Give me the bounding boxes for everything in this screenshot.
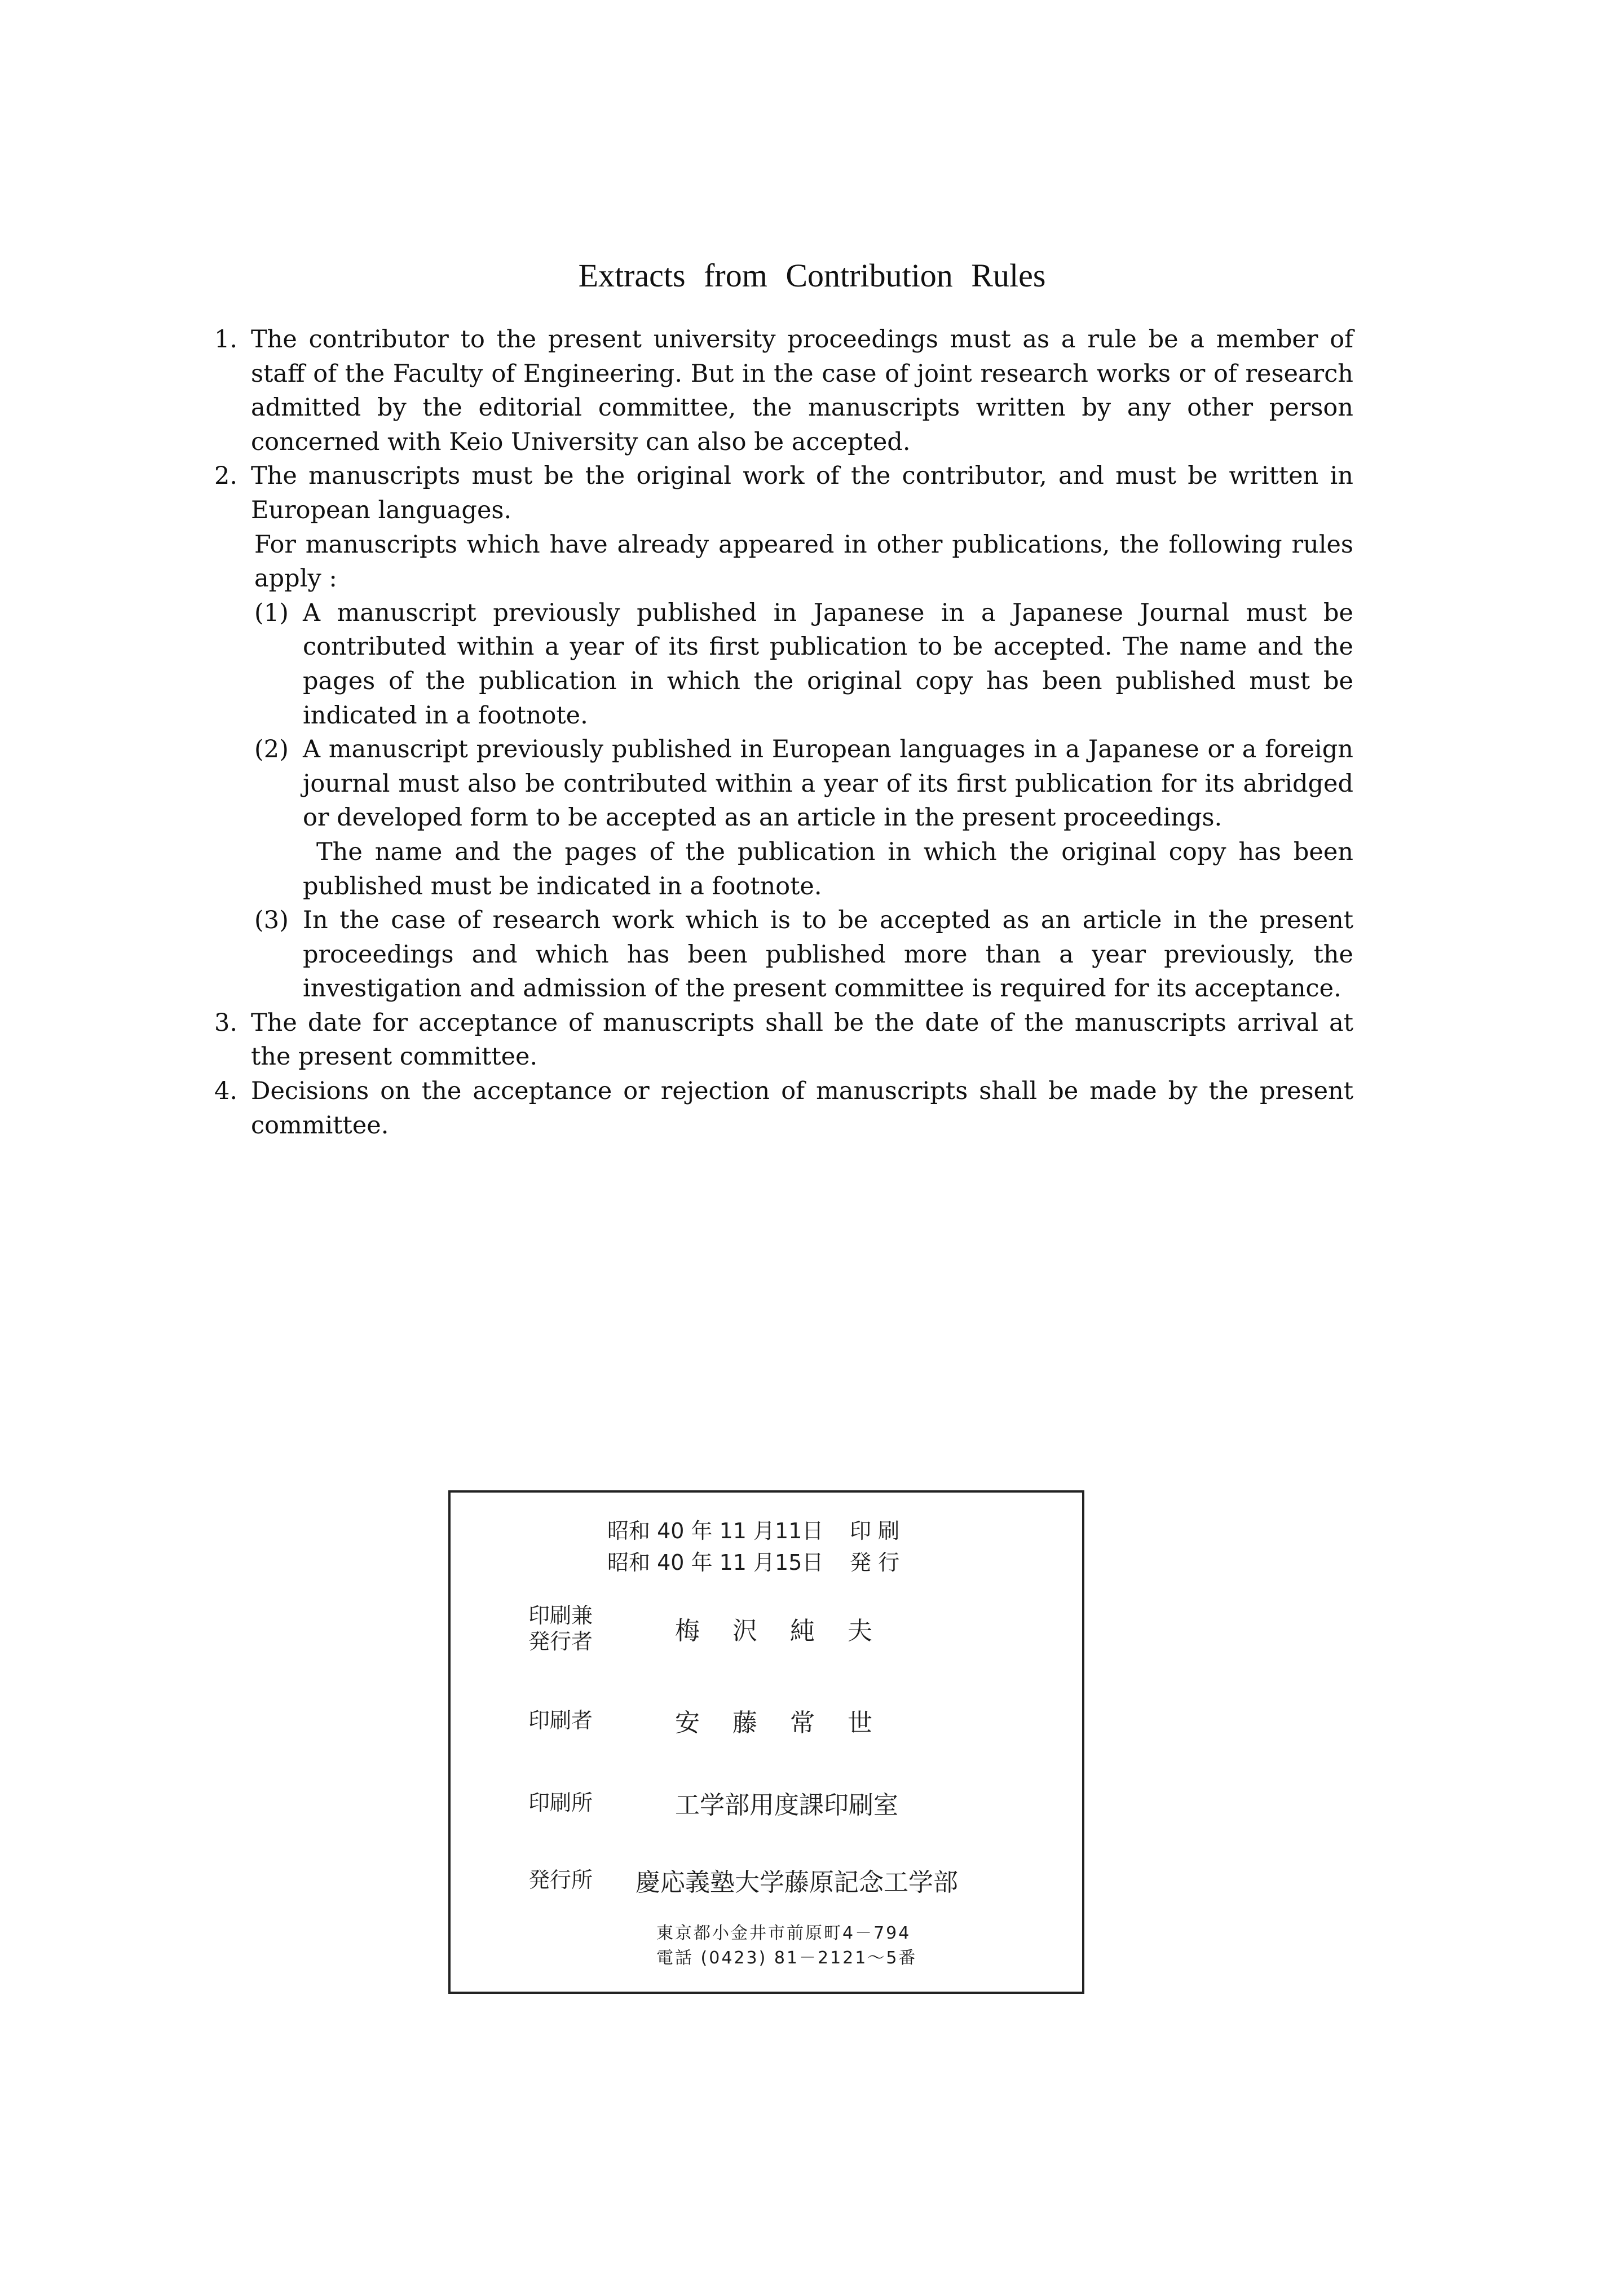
- subrule-text: A manuscript previously published in Japanese in a Japanese Journal must be contributed within a year of its first publication to be accepted. The name and the pages of the publication in which the original copy has been published must be indicated in a footnote.: [303, 598, 1353, 730]
- rule-number: 3.: [214, 1008, 238, 1037]
- address-line: 東京都小金井市前原町4－794: [656, 1923, 911, 1943]
- printer-field: [528, 1702, 905, 1738]
- rule-text: Decisions on the acceptance or rejection of manuscripts shall be made by the present committee.: [251, 1077, 1353, 1140]
- colophon-box: [448, 1490, 1084, 1994]
- print-shop-name: 工学部用度課印刷室: [675, 1791, 898, 1820]
- print-shop-label: 印刷所: [528, 1790, 593, 1815]
- rules-list: [214, 323, 1353, 1142]
- subrule-number: (3): [254, 906, 289, 935]
- subrule-number: (1): [254, 598, 289, 627]
- rule-number: 4.: [214, 1077, 238, 1106]
- publisher-field: [528, 1862, 958, 1898]
- printer-name: 安藤常世: [675, 1709, 905, 1737]
- issue-label: 発 行: [850, 1550, 900, 1575]
- printer-label: 印刷者: [528, 1708, 593, 1733]
- page-title: Extracts from Contribution Rules: [578, 257, 1046, 294]
- subrule-text: A manuscript previously published in European languages in a Japanese or a foreign journal must also be contributed within a year of its first publication for its abridged or developed form to be accepted as an article in the present proceedings.: [303, 735, 1353, 832]
- publisher-name: 慶応義塾大学藤原記念工学部: [636, 1868, 958, 1897]
- colophon-dates: [607, 1515, 899, 1578]
- printer-publisher-field: [528, 1603, 905, 1654]
- subrule-text: In the case of research work which is to be accepted as an article in the present proceedings and which has been published more than a year previously, the investigation and admission of the present committee is required for its acceptance.: [303, 906, 1353, 1003]
- subrule-1: [251, 596, 1353, 732]
- print-shop-field: [528, 1785, 898, 1821]
- subrule-continuation: The name and the pages of the publication in which the original copy has been published must be indicated in a footnote.: [303, 837, 1353, 901]
- rule-number: 1.: [214, 325, 238, 354]
- printer-publisher-name: 梅沢純夫: [675, 1617, 905, 1645]
- printer-publisher-label: 印刷兼 発行者: [528, 1603, 593, 1654]
- phone-line: 電話 (0423) 81－2121～5番: [656, 1948, 917, 1968]
- publisher-address: [656, 1921, 917, 1971]
- rule-text: The manuscripts must be the original work of the contributor, and must be written in European languages.: [251, 462, 1353, 524]
- subrule-number: (2): [254, 735, 289, 764]
- rule-number: 2.: [214, 462, 238, 491]
- publisher-label: 発行所: [528, 1868, 593, 1892]
- subrule-3: [251, 903, 1353, 1006]
- print-label: 印 刷: [850, 1519, 900, 1543]
- rule-3: [214, 1006, 1353, 1074]
- rule-paragraph: For manuscripts which have already appeared in other publications, the following rules apply :: [254, 530, 1353, 593]
- rule-text: The date for acceptance of manuscripts shall be the date of the manuscripts arrival at the present committee.: [251, 1008, 1353, 1071]
- rule-1: [214, 323, 1353, 459]
- print-date: 昭和 40 年 11 月11日: [607, 1519, 824, 1543]
- rule-text: The contributor to the present university proceedings must as a rule be a member of staff of the Faculty of Engineering. But in the case of joint research works or of research admitted by the editorial committee, the manuscripts written by any other person concerned with Keio University can also be accepted.: [251, 325, 1353, 456]
- rule-4: [214, 1074, 1353, 1142]
- subrule-2: [251, 732, 1353, 903]
- issue-date: 昭和 40 年 11 月15日: [607, 1550, 824, 1575]
- rule-2: [214, 459, 1353, 1006]
